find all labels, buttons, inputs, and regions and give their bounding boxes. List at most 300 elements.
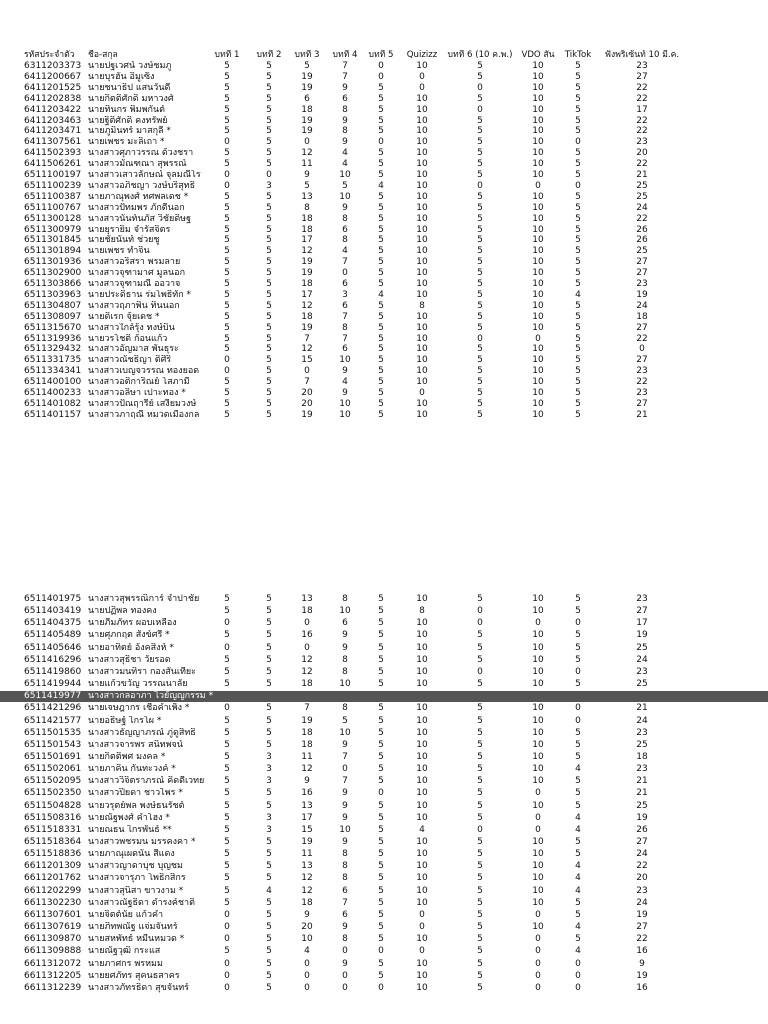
- vdo-score: 10: [532, 703, 544, 714]
- student-name: นายบุรฮัน อิมูเซ็ง: [88, 71, 155, 82]
- chapter2-score: 5: [266, 727, 272, 738]
- quizizz-score: 10: [416, 849, 428, 860]
- chapter3-score: 19: [301, 322, 313, 333]
- chapter1-score: 5: [224, 159, 230, 170]
- student-name: นายภิทพณัฐ แจ่มจันทร์: [88, 922, 178, 933]
- table-row: [0, 728, 768, 739]
- vdo-score: 10: [532, 800, 544, 811]
- chapter1-score: 0: [224, 982, 230, 993]
- student-name: นายศุภกฤต สังข์ศรี *: [88, 630, 170, 641]
- student-id: 6611307619: [24, 922, 82, 933]
- quizizz-score: 10: [416, 355, 428, 366]
- header-vdo-score: VDO สั้น: [521, 50, 555, 60]
- student-name: นางสาวมนทิรา กองสันเทียะ: [88, 666, 196, 677]
- chapter2-score: 5: [266, 126, 272, 137]
- table-row: [0, 788, 768, 799]
- chapter3-score: 6: [304, 93, 310, 104]
- student-id: 6511401157: [24, 409, 82, 420]
- chapter3-score: 0: [304, 958, 310, 969]
- chapter6-score: 5: [477, 776, 483, 787]
- student-name: นายยุรายิม จำรัสจิตร: [88, 224, 171, 235]
- student-name: นางสาวปิยดา ชาวไพร *: [88, 788, 183, 799]
- presentation-score: 19: [636, 289, 648, 300]
- tiktok-score: 5: [575, 934, 581, 945]
- chapter6-score: 5: [477, 751, 483, 762]
- presentation-score: 27: [636, 398, 648, 409]
- student-id: 6611312072: [24, 958, 82, 969]
- chapter4-score: 0: [342, 982, 348, 993]
- quizizz-score: 10: [416, 958, 428, 969]
- tiktok-score: 5: [575, 398, 581, 409]
- tiktok-score: 5: [575, 170, 581, 180]
- presentation-score: 22: [636, 861, 648, 872]
- quizizz-score: 10: [416, 333, 428, 344]
- table-row: [0, 971, 768, 982]
- student-name: นายกิตติพศ มงคล *: [88, 751, 166, 762]
- student-id: 6411506261: [24, 159, 82, 170]
- quizizz-score: 10: [416, 885, 428, 896]
- chapter1-score: 5: [224, 300, 230, 311]
- chapter5-score: 5: [378, 279, 384, 289]
- tiktok-score: 5: [575, 311, 581, 322]
- header-student-id: รหัสประจำตัว: [24, 50, 75, 60]
- chapter5-score: 5: [378, 191, 384, 202]
- table-row: [0, 94, 768, 105]
- student-id: 6511502095: [24, 776, 82, 787]
- chapter6-score: 5: [477, 388, 483, 398]
- student-name: นางสาวใกล์รุ้ง ทงษ์บิน: [88, 322, 175, 333]
- tiktok-score: 5: [575, 82, 581, 93]
- vdo-score: 10: [532, 213, 544, 224]
- chapter4-score: 9: [342, 630, 348, 641]
- header-chapter6-score: บทที่ 6 (10 ค.พ.): [447, 50, 513, 60]
- vdo-score: 10: [532, 159, 544, 170]
- student-id: 6411502393: [24, 148, 82, 159]
- chapter6-score: 5: [477, 849, 483, 860]
- table-row: [0, 355, 768, 366]
- chapter5-score: 5: [378, 170, 384, 180]
- quizizz-score: 10: [416, 812, 428, 823]
- table-row: [0, 703, 768, 714]
- chapter3-score: 9: [304, 776, 310, 787]
- table-row: [0, 813, 768, 824]
- chapter6-score: 5: [477, 727, 483, 738]
- table-row: [0, 410, 768, 421]
- presentation-score: 18: [636, 311, 648, 322]
- student-name: นางสาวอลิษา เปาะทอง *: [88, 388, 186, 398]
- student-id: 6511401975: [24, 594, 82, 604]
- chapter2-score: 5: [266, 355, 272, 366]
- chapter4-score: 10: [339, 606, 351, 617]
- student-id: 6511501543: [24, 739, 82, 750]
- chapter3-score: 13: [301, 800, 313, 811]
- chapter6-score: 5: [477, 715, 483, 726]
- student-name: นายอธิษฐ์ ไกรโผ *: [88, 715, 162, 726]
- chapter2-score: 5: [266, 213, 272, 224]
- chapter4-score: 6: [342, 279, 348, 289]
- chapter2-score: 5: [266, 377, 272, 388]
- tiktok-score: 5: [575, 257, 581, 268]
- table-row: [0, 776, 768, 787]
- tiktok-score: 4: [575, 861, 581, 872]
- chapter6-score: 5: [477, 897, 483, 908]
- quizizz-score: 8: [419, 606, 425, 617]
- chapter6-score: 0: [477, 824, 483, 835]
- vdo-score: 10: [532, 388, 544, 398]
- student-name: นายสหพัทธ์ หมื่นหมวด *: [88, 934, 185, 945]
- chapter5-score: 5: [378, 897, 384, 908]
- tiktok-score: 5: [575, 104, 581, 115]
- chapter2-score: 5: [266, 654, 272, 665]
- chapter6-score: 5: [477, 191, 483, 202]
- vdo-score: 10: [532, 289, 544, 300]
- table-row: [0, 323, 768, 334]
- chapter5-score: 5: [378, 257, 384, 268]
- table-row: [0, 618, 768, 629]
- chapter2-score: 5: [266, 268, 272, 279]
- chapter4-score: 4: [342, 148, 348, 159]
- quizizz-score: 0: [419, 946, 425, 957]
- chapter4-score: 0: [342, 946, 348, 957]
- chapter3-score: 12: [301, 654, 313, 665]
- quizizz-score: 10: [416, 800, 428, 811]
- student-name: นางสาวปัทมพร ภักดีนอก: [88, 202, 185, 213]
- chapter2-score: 5: [266, 93, 272, 104]
- presentation-score: 22: [636, 126, 648, 137]
- table-row: [0, 334, 768, 345]
- chapter1-score: 5: [224, 812, 230, 823]
- student-name: นายณธน ไกรพันธ์ **: [88, 824, 172, 835]
- quizizz-score: 10: [416, 148, 428, 159]
- chapter5-score: 5: [378, 322, 384, 333]
- quizizz-score: 10: [416, 970, 428, 981]
- table-row: [0, 105, 768, 116]
- table-row: [0, 290, 768, 301]
- chapter2-score: 5: [266, 594, 272, 604]
- chapter4-score: 10: [339, 191, 351, 202]
- presentation-score: 23: [636, 885, 648, 896]
- chapter3-score: 12: [301, 885, 313, 896]
- table-row: [0, 898, 768, 909]
- chapter1-score: 0: [224, 355, 230, 366]
- student-id: 6511504828: [24, 800, 82, 811]
- chapter2-score: 3: [266, 751, 272, 762]
- chapter1-score: 5: [224, 279, 230, 289]
- tiktok-score: 5: [575, 355, 581, 366]
- vdo-score: 10: [532, 344, 544, 355]
- quizizz-score: 10: [416, 159, 428, 170]
- quizizz-score: 10: [416, 618, 428, 629]
- quizizz-score: 10: [416, 344, 428, 355]
- tiktok-score: 5: [575, 377, 581, 388]
- student-id: 6511419977: [24, 691, 82, 702]
- chapter2-score: 5: [266, 970, 272, 981]
- student-id: 6411201525: [24, 82, 82, 93]
- chapter3-score: 20: [301, 398, 313, 409]
- vdo-score: 10: [532, 398, 544, 409]
- chapter4-score: 7: [342, 311, 348, 322]
- chapter2-score: 5: [266, 398, 272, 409]
- table-row: [0, 137, 768, 148]
- quizizz-score: 0: [419, 909, 425, 920]
- table-row: [0, 740, 768, 751]
- chapter1-score: 5: [224, 322, 230, 333]
- chapter6-score: 0: [477, 333, 483, 344]
- chapter1-score: 0: [224, 922, 230, 933]
- chapter6-score: 0: [477, 618, 483, 629]
- quizizz-score: 10: [416, 202, 428, 213]
- student-id: 6611201309: [24, 861, 82, 872]
- tiktok-score: 5: [575, 897, 581, 908]
- chapter6-score: 5: [477, 946, 483, 957]
- chapter3-score: 0: [304, 137, 310, 148]
- quizizz-score: 10: [416, 398, 428, 409]
- table-row: [0, 268, 768, 279]
- chapter3-score: 12: [301, 246, 313, 257]
- student-name: นางสาวจารพร สนิทพจน์: [88, 739, 183, 750]
- chapter5-score: 5: [378, 703, 384, 714]
- chapter5-score: 5: [378, 224, 384, 235]
- chapter4-score: 8: [342, 934, 348, 945]
- vdo-score: 10: [532, 739, 544, 750]
- vdo-score: 0: [535, 946, 541, 957]
- chapter1-score: 5: [224, 268, 230, 279]
- chapter5-score: 5: [378, 727, 384, 738]
- chapter4-score: 4: [342, 377, 348, 388]
- chapter1-score: 5: [224, 764, 230, 775]
- student-id: 6411202838: [24, 93, 82, 104]
- chapter4-score: 8: [342, 104, 348, 115]
- student-id: 6611309870: [24, 934, 82, 945]
- chapter4-score: 9: [342, 642, 348, 653]
- table-row: [0, 825, 768, 836]
- presentation-score: 16: [636, 946, 648, 957]
- vdo-score: 10: [532, 71, 544, 82]
- student-name: นางสาวอัญมาส พันธุระ: [88, 344, 179, 355]
- vdo-score: 10: [532, 235, 544, 246]
- tiktok-score: 5: [575, 115, 581, 126]
- chapter2-score: 5: [266, 958, 272, 969]
- presentation-score: 23: [636, 727, 648, 738]
- presentation-score: 18: [636, 751, 648, 762]
- table-row: [0, 126, 768, 137]
- tiktok-score: 5: [575, 191, 581, 202]
- student-id: 6511502061: [24, 764, 82, 775]
- chapter1-score: 5: [224, 388, 230, 398]
- student-name: นายประดิธาน ร่มโพธิ์ทัก *: [88, 289, 192, 300]
- presentation-score: 27: [636, 355, 648, 366]
- chapter2-score: 5: [266, 800, 272, 811]
- presentation-score: 19: [636, 970, 648, 981]
- chapter3-score: 19: [301, 115, 313, 126]
- tiktok-score: 4: [575, 873, 581, 884]
- student-id: 6511400233: [24, 388, 82, 398]
- chapter5-score: 5: [378, 104, 384, 115]
- quizizz-score: 10: [416, 180, 428, 191]
- tiktok-score: 5: [575, 409, 581, 420]
- student-name: นายปฏิพล ทองคง: [88, 606, 157, 617]
- presentation-score: 19: [636, 812, 648, 823]
- quizizz-score: 0: [419, 71, 425, 82]
- chapter4-score: 10: [339, 679, 351, 690]
- chapter3-score: 18: [301, 213, 313, 224]
- vdo-score: 10: [532, 82, 544, 93]
- tiktok-score: 5: [575, 366, 581, 377]
- tiktok-score: 5: [575, 679, 581, 690]
- table-row: [0, 764, 768, 775]
- presentation-score: 21: [636, 788, 648, 799]
- header-chapter5-score: บทที่ 5: [368, 50, 394, 60]
- student-name: นางสาวจุฑามณี ออวาจ: [88, 279, 181, 289]
- student-id: 6511303866: [24, 279, 82, 289]
- vdo-score: 0: [535, 812, 541, 823]
- chapter4-score: 10: [339, 398, 351, 409]
- chapter6-score: 5: [477, 61, 483, 71]
- vdo-score: 0: [535, 618, 541, 629]
- student-id: 6511419944: [24, 679, 82, 690]
- student-name: นายชัยนันท์ ช่วยชู: [88, 235, 160, 246]
- chapter1-score: 5: [224, 885, 230, 896]
- tiktok-score: 5: [575, 344, 581, 355]
- chapter2-score: 5: [266, 366, 272, 377]
- chapter3-score: 11: [301, 849, 313, 860]
- presentation-score: 24: [636, 654, 648, 665]
- student-name: นายณัฐพงศ์ คำโฮง *: [88, 812, 170, 823]
- student-name: นายภาคิน กันทะวงค์ *: [88, 764, 176, 775]
- chapter6-score: 5: [477, 909, 483, 920]
- chapter5-score: 0: [378, 946, 384, 957]
- chapter1-score: 5: [224, 630, 230, 641]
- chapter2-score: 5: [266, 909, 272, 920]
- chapter1-score: 0: [224, 703, 230, 714]
- table-row: [0, 752, 768, 763]
- student-name: นางสาวศุภาวรรณ ด้วงชรา: [88, 148, 194, 159]
- chapter3-score: 18: [301, 679, 313, 690]
- chapter3-score: 4: [304, 946, 310, 957]
- chapter5-score: 5: [378, 300, 384, 311]
- vdo-score: 10: [532, 93, 544, 104]
- vdo-score: 10: [532, 849, 544, 860]
- table-row: [0, 983, 768, 994]
- student-name: นางสาวกลอาภา ไวยัญญกรรม *: [88, 691, 214, 702]
- student-name: นางสาวอติการิณย์ โสภามี: [88, 377, 190, 388]
- chapter6-score: 5: [477, 885, 483, 896]
- student-id: 6511400100: [24, 377, 82, 388]
- tiktok-score: 5: [575, 739, 581, 750]
- student-name: นายเจษฎากร เชื้อคำเพ็ง *: [88, 703, 190, 714]
- presentation-score: 27: [636, 922, 648, 933]
- chapter6-score: 5: [477, 982, 483, 993]
- presentation-score: 23: [636, 137, 648, 148]
- student-name: นางสาวณัฐธิดา ดำรงค์ชาติ: [88, 897, 195, 908]
- chapter3-score: 19: [301, 126, 313, 137]
- presentation-score: 19: [636, 909, 648, 920]
- quizizz-score: 10: [416, 213, 428, 224]
- presentation-score: 24: [636, 715, 648, 726]
- chapter2-score: 5: [266, 235, 272, 246]
- chapter5-score: 4: [378, 180, 384, 191]
- chapter4-score: 9: [342, 115, 348, 126]
- tiktok-score: 5: [575, 159, 581, 170]
- chapter3-score: 19: [301, 715, 313, 726]
- chapter1-score: 5: [224, 213, 230, 224]
- chapter1-score: 0: [224, 366, 230, 377]
- vdo-score: 10: [532, 366, 544, 377]
- presentation-score: 26: [636, 824, 648, 835]
- table-row: [0, 301, 768, 312]
- student-name: นายภีมภัทร ผอบเหลือง: [88, 618, 177, 629]
- tiktok-score: 4: [575, 812, 581, 823]
- chapter3-score: 0: [304, 982, 310, 993]
- presentation-score: 27: [636, 837, 648, 847]
- chapter2-score: 5: [266, 61, 272, 71]
- student-id: 6511300979: [24, 224, 82, 235]
- student-id: 6511319936: [24, 333, 82, 344]
- presentation-score: 23: [636, 594, 648, 604]
- chapter5-score: 5: [378, 148, 384, 159]
- chapter2-score: 5: [266, 224, 272, 235]
- chapter2-score: 5: [266, 715, 272, 726]
- chapter5-score: 5: [378, 812, 384, 823]
- chapter3-score: 17: [301, 812, 313, 823]
- chapter1-score: 5: [224, 377, 230, 388]
- student-id: 6411203422: [24, 104, 82, 115]
- presentation-score: 23: [636, 61, 648, 71]
- chapter6-score: 5: [477, 861, 483, 872]
- chapter1-score: 5: [224, 727, 230, 738]
- chapter6-score: 5: [477, 148, 483, 159]
- student-name: นางสาวอริสรา พรมลาย: [88, 257, 181, 268]
- chapter5-score: 5: [378, 606, 384, 617]
- table-row: [0, 377, 768, 388]
- chapter4-score: 6: [342, 300, 348, 311]
- quizizz-score: 10: [416, 739, 428, 750]
- student-name: นางสาวนันท์นภัส วิชัยดิษฐ: [88, 213, 192, 224]
- presentation-score: 22: [636, 377, 648, 388]
- chapter3-score: 15: [301, 355, 313, 366]
- presentation-score: 24: [636, 897, 648, 908]
- quizizz-score: 10: [416, 666, 428, 677]
- chapter2-score: 5: [266, 159, 272, 170]
- quizizz-score: 10: [416, 764, 428, 775]
- chapter4-score: 10: [339, 170, 351, 180]
- student-name: นางสาวมัณฑณา สุพรรณ์: [88, 159, 187, 170]
- chapter6-score: 5: [477, 703, 483, 714]
- chapter3-score: 18: [301, 727, 313, 738]
- quizizz-score: 10: [416, 322, 428, 333]
- table-row: [0, 934, 768, 945]
- quizizz-score: 10: [416, 104, 428, 115]
- chapter2-score: 5: [266, 606, 272, 617]
- student-id: 6511304807: [24, 300, 82, 311]
- chapter5-score: 5: [378, 344, 384, 355]
- chapter6-score: 0: [477, 666, 483, 677]
- presentation-score: 20: [636, 148, 648, 159]
- chapter6-score: 5: [477, 93, 483, 104]
- student-id: 6511315670: [24, 322, 82, 333]
- chapter3-score: 0: [304, 970, 310, 981]
- chapter6-score: 5: [477, 739, 483, 750]
- tiktok-score: 5: [575, 71, 581, 82]
- chapter1-score: 5: [224, 679, 230, 690]
- chapter2-score: 5: [266, 982, 272, 993]
- table-row: [0, 946, 768, 957]
- student-id: 6511502350: [24, 788, 82, 799]
- chapter5-score: 5: [378, 654, 384, 665]
- chapter3-score: 0: [304, 618, 310, 629]
- student-name: นางสาวปัณฤารีย์ เสงี่ยมวงษ์: [88, 398, 197, 409]
- vdo-score: 10: [532, 137, 544, 148]
